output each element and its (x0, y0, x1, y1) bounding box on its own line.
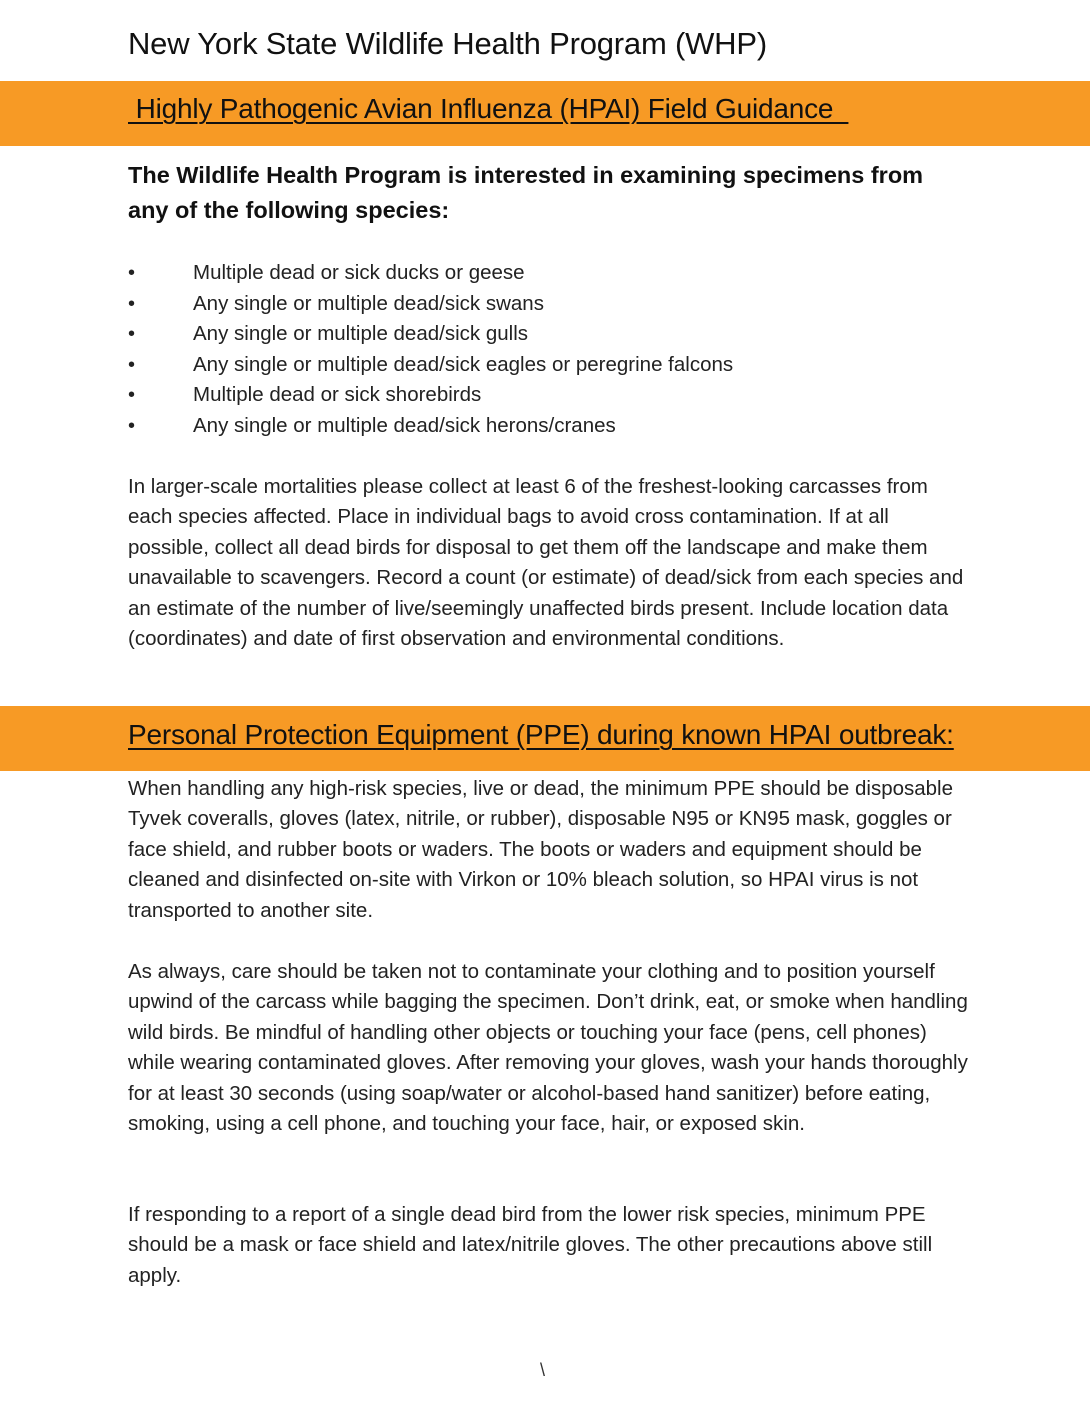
species-list (128, 258, 928, 441)
section-banner-ppe (0, 706, 1090, 771)
bullet-icon: • (128, 262, 136, 284)
list-item (128, 289, 928, 320)
footer-mark: \ (540, 1360, 546, 1380)
species-item-label: Any single or multiple dead/sick swans (193, 291, 544, 315)
bullet-icon: • (128, 292, 136, 315)
species-item-label: Any single or multiple dead/sick eagles or peregrine falcons (193, 352, 734, 376)
list-item (128, 380, 928, 411)
species-item-label: Any single or multiple dead/sick herons/cranes (193, 413, 616, 437)
section-heading-ppe: Personal Protection Equipment (PPE) during known HPAI outbreak: (128, 719, 954, 750)
bullet-icon: • (128, 414, 136, 437)
page-title: New York State Wildlife Health Program (WHP) (128, 26, 767, 61)
low-risk-ppe-paragraph: If responding to a report of a single dead bird from the lower risk species, minimum PPE should be a mask or face shield and latex/nitrile gloves. The other precautions above still apply. (128, 1203, 933, 1287)
intro-text: The Wildlife Health Program is interested in examining specimens from any of the following species: (128, 162, 924, 223)
section-heading-hpai-field-guidance: Highly Pathogenic Avian Influenza (HPAI) Field Guidance (128, 93, 849, 124)
bullet-icon: • (128, 323, 136, 345)
section-banner-hpai (0, 81, 1090, 146)
list-item (128, 350, 928, 381)
precautions-paragraph: As always, care should be taken not to contaminate your clothing and to position yourself upwind of the carcass while bagging the specimen. Don’t drink, eat, or smoke when handling wild birds. Be mindful of handling other objects or touching your face (pens, cell phones) while wearing contaminated gloves. After removing your gloves, wash your hands thoroughly for at least 30 seconds (using soap/water or alcohol-based hand sanitizer) before eating, smoking, using a cell phone, and touching your face, hair, or exposed skin. (128, 960, 968, 1136)
ppe-requirements-paragraph: When handling any high-risk species, live or dead, the minimum PPE should be disposable Tyvek coveralls, gloves (latex, nitrile, or rubber), disposable N95 or KN95 mask, goggles or face shield, and rubber boots or waders. The boots or waders and equipment should be cleaned and disinfected on-site with Virkon or 10% bleach solution, so HPAI virus is not transported to another site. (128, 777, 954, 922)
bullet-icon: • (128, 384, 136, 406)
list-item (128, 411, 928, 442)
species-item-label: Multiple dead or sick ducks or geese (193, 261, 525, 284)
species-item-label: Any single or multiple dead/sick gulls (193, 322, 528, 345)
list-item (128, 319, 928, 350)
bullet-icon: • (128, 353, 136, 376)
species-item-label: Multiple dead or sick shorebirds (193, 383, 482, 406)
collection-instructions-paragraph: In larger-scale mortalities please collect at least 6 of the freshest-looking carcasses from each species affected. Place in individual bags to avoid cross contamination. If at all possible, collect all dead birds for disposal to get them off the landscape and make them unavailable to scavengers. Record a count (or estimate) of dead/sick from each species and an estimate of the number of live/seemingly unaffected birds present. Include location data (coordinates) and date of first observation and environmental conditions. (128, 475, 964, 651)
list-item (128, 258, 928, 289)
